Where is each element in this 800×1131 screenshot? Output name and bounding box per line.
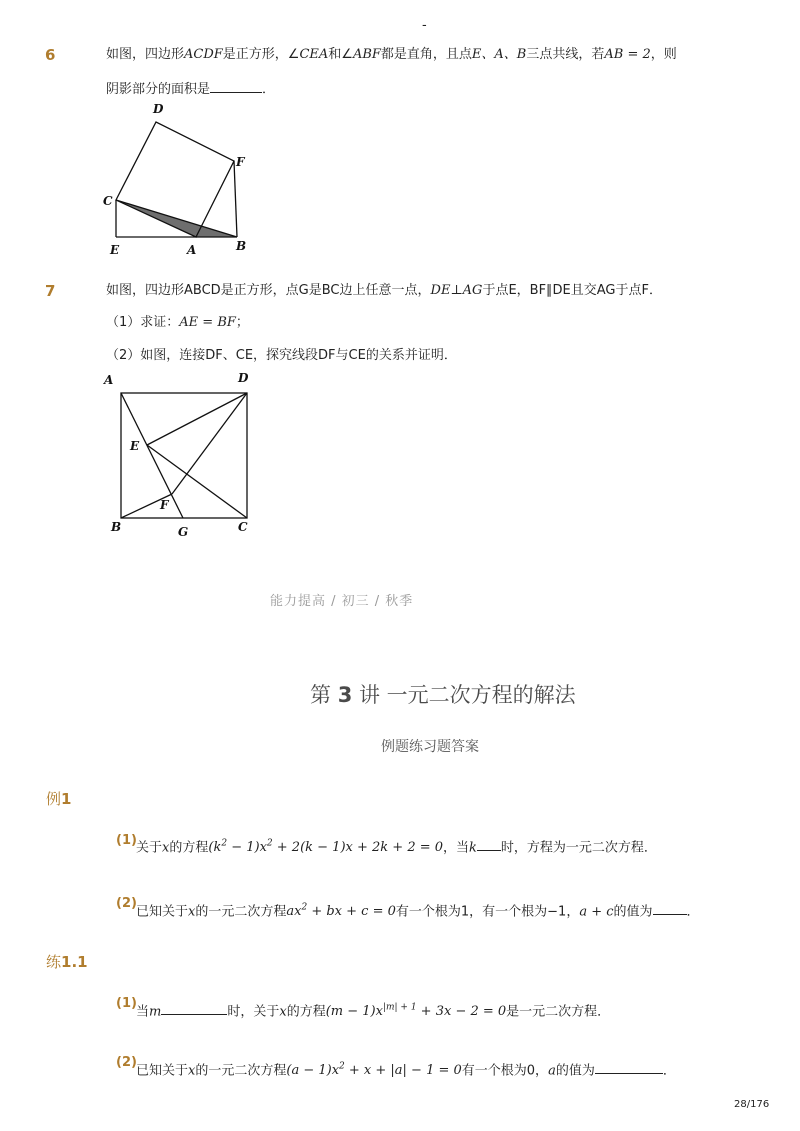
lecture-title: 第 3 讲 一元二次方程的解法: [310, 683, 576, 707]
label-b: B: [236, 239, 247, 253]
practice-1-1-part2-number: (2): [116, 1055, 137, 1070]
top-mark: -: [422, 18, 427, 33]
square-abcd: [121, 393, 247, 518]
answer-blank: [161, 1002, 227, 1015]
question-7-part2: （2）如图，连接DF、CE，探究线段DF与CE的关系并证明．: [106, 348, 457, 363]
question-6-line2: 阴影部分的面积是 ．: [106, 82, 276, 97]
practice-1-1-label: 练1.1: [46, 953, 88, 971]
label-e: E: [130, 439, 140, 453]
answer-blank: [210, 80, 262, 93]
segment-cb: [116, 200, 237, 237]
question-7-line1: 如图，四边形ABCD是正方形，点G是BC边上任意一点，DE⊥AG于点E，BF∥DE且交AG于点F．: [106, 283, 662, 298]
question-6-line1: 如图，四边形ACDF是正方形，∠CEA和∠ABF都是直角，且点E、A、B三点共线，若AB = 2，则: [106, 47, 677, 62]
segment-de: [147, 393, 247, 445]
practice-1-1-part1-number: (1): [116, 996, 137, 1011]
label-a: A: [104, 373, 114, 387]
label-f: F: [160, 498, 169, 512]
example-1-part2-number: (2): [116, 896, 137, 911]
question-7-number: 7: [45, 282, 56, 300]
segment-fb: [234, 161, 237, 237]
label-d: D: [153, 102, 164, 116]
example-1-part2-text: 已知关于x的一元二次方程$ax^2$ + bx + c = 0有一个根为1，有一个根为−1，a + c的值为 ．: [136, 903, 700, 920]
example-1-part1-text: 关于x的方程$(k^2 - 1)x^2 + 2(k - 1)x + 2k + 2 = 0$，当k 时，方程为一元二次方程．: [136, 839, 657, 856]
answer-blank: [595, 1061, 663, 1074]
answer-blank: [653, 902, 687, 915]
figure-q7: [100, 368, 260, 540]
label-c: C: [103, 194, 113, 208]
segment-df: [172, 393, 247, 494]
lecture-subtitle: 例题练习题答案: [381, 739, 479, 755]
example-1-part1-number: (1): [116, 833, 137, 848]
answer-blank: [477, 838, 501, 851]
page-footer: 能力提高 / 初三 / 秋季: [270, 594, 414, 609]
figure-q6: [100, 98, 260, 260]
label-b: B: [111, 520, 122, 534]
label-a: A: [187, 243, 197, 257]
question-7-part1: （1）求证：AE = BF；: [106, 315, 249, 330]
label-c: C: [238, 520, 248, 534]
practice-1-1-part1-text: 当m 时，关于x的方程$(m - 1)x^{|m| + 1} + 3x - 2 = 0$是一元二次方程．: [136, 1003, 611, 1020]
label-e: E: [110, 243, 120, 257]
practice-1-1-part2-text: 已知关于x的一元二次方程$(a - 1)x^2 + x + |a| - 1 = 0$有一个根为0，a的值为 ．: [136, 1062, 676, 1079]
page-number: 28/176: [734, 1099, 770, 1110]
question-6-number: 6: [45, 46, 56, 64]
segment-ag: [121, 393, 183, 518]
label-d: D: [238, 371, 249, 385]
example-1-label: 例1: [46, 790, 72, 808]
label-f: F: [236, 155, 245, 169]
label-g: G: [178, 525, 189, 539]
